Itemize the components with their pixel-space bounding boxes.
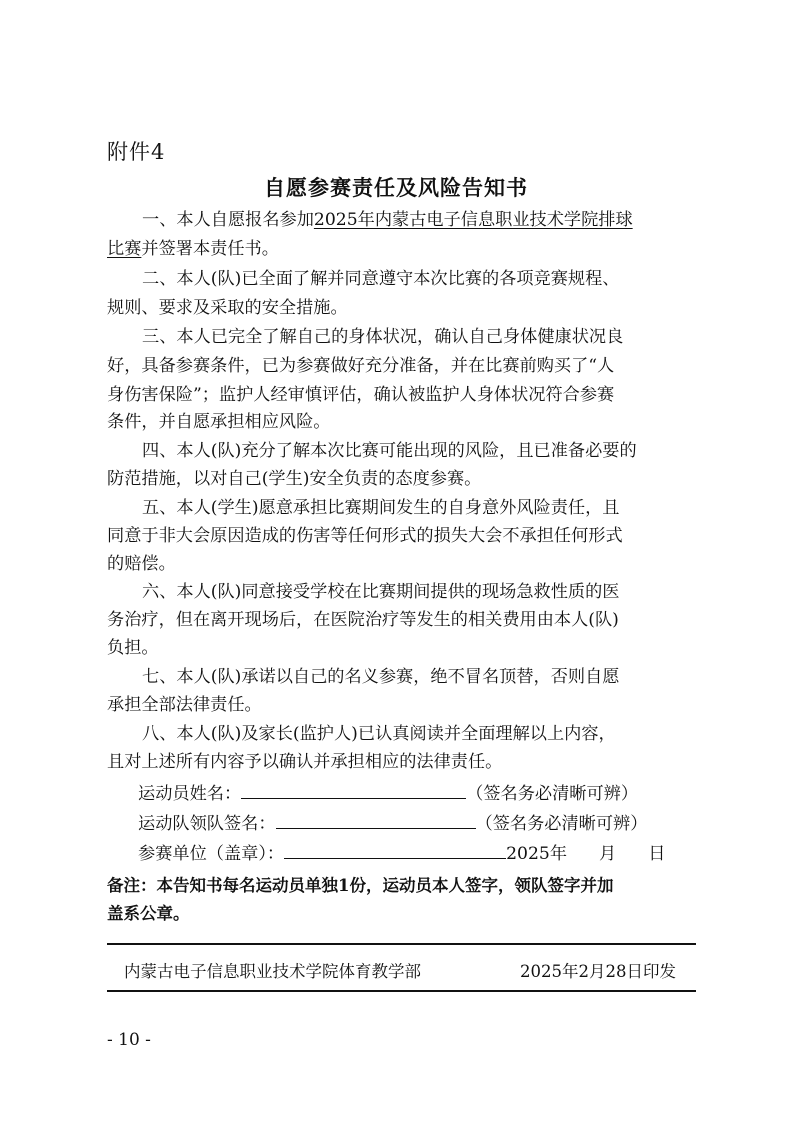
paragraph-6-line-3: 负担。 [107,638,159,658]
athlete-name-label: 运动员姓名： [138,784,242,804]
event-name-part-1: 2025年内蒙古电子信息职业技术学院排球 [313,210,633,230]
athlete-signature-line[interactable] [241,780,466,799]
paragraph-7-line-2: 承担全部法律责任。 [107,695,262,715]
paragraph-5-line-3: 的赔偿。 [107,554,176,574]
page-number: - 10 - [107,1030,151,1050]
leader-signature-label: 运动队领队签名： [138,814,276,834]
paragraph-6-line-1: 六、本人(队)同意接受学校在比赛期间提供的现场急救性质的医 [142,582,620,602]
note-line-1: 备注：本告知书每名运动员单独1份，运动员本人签字，领队签字并加 [107,876,614,895]
paragraph-4-line-1: 四、本人(队)充分了解本次比赛可能出现的风险，且已准备必要的 [142,441,637,461]
document-title: 自愿参赛责任及风险告知书 [264,175,528,200]
footer-bottom-rule [107,990,696,992]
month-label: 月 [599,844,617,864]
paragraph-8-line-1: 八、本人(队)及家长(监护人)已认真阅读并全面理解以上内容， [142,724,616,744]
leader-signature-note: （签名务必清晰可辨） [475,814,648,834]
paragraph-7-line-1: 七、本人(队)承诺以自己的名义参赛，绝不冒名顶替，否则自愿 [142,667,620,687]
paragraph-3-line-4: 条件，并自愿承担相应风险。 [107,412,331,432]
paragraph-2-line-2: 规则、要求及采取的安全措施。 [107,298,348,318]
leader-signature-row [138,810,647,839]
paragraph-3-line-3: 身伤害保险”；监护人经审慎评估，确认被监护人身体状况符合参赛 [107,385,615,405]
leader-signature-line[interactable] [276,810,476,829]
paragraph-2-line-1: 二、本人(队)已全面了解并同意遵守本次比赛的各项竞赛规程、 [142,269,620,289]
paragraph-6-line-2: 务治疗，但在离开现场后，在医院治疗等发生的相关费用由本人(队) [107,610,619,630]
note-line-2: 盖系公章。 [107,904,190,923]
paragraph-5-line-2: 同意于非大会原因造成的伤害等任何形式的损失大会不承担任何形式 [107,526,623,546]
footer-top-rule [107,943,696,945]
paragraph-1-line-1 [142,206,633,235]
paragraph-3-line-2: 好，具备参赛条件，已为参赛做好充分准备，并在比赛前购买了“人 [107,356,615,376]
footer-issuer: 内蒙古电子信息职业技术学院体育教学部 [124,962,421,981]
paragraph-3-line-1: 三、本人已完全了解自己的身体状况，确认自己身体健康状况良 [142,327,624,347]
paragraph-1-prefix: 一、本人自愿报名参加 [142,210,314,230]
unit-stamp-row [138,840,665,869]
paragraph-1-line-2 [107,235,279,264]
paragraph-8-line-2: 且对上述所有内容予以确认并承担相应的法律责任。 [107,752,503,772]
athlete-signature-row [138,780,638,809]
unit-stamp-label: 参赛单位（盖章）： [138,844,285,864]
year-label: 2025年 [506,844,568,864]
paragraph-5-line-1: 五、本人(学生)愿意承担比赛期间发生的自身意外风险责任，且 [142,498,620,518]
footer-date: 2025年2月28日印发 [520,962,676,981]
attachment-label: 附件4 [107,140,166,164]
unit-stamp-line[interactable] [284,840,506,859]
athlete-signature-note: （签名务必清晰可辨） [466,784,639,804]
paragraph-1-suffix: 并签署本责任书。 [141,239,279,259]
day-label: 日 [648,844,666,864]
event-name-part-2: 比赛 [107,239,142,259]
paragraph-4-line-2: 防范措施，以对自己(学生)安全负责的态度参赛。 [107,469,482,489]
